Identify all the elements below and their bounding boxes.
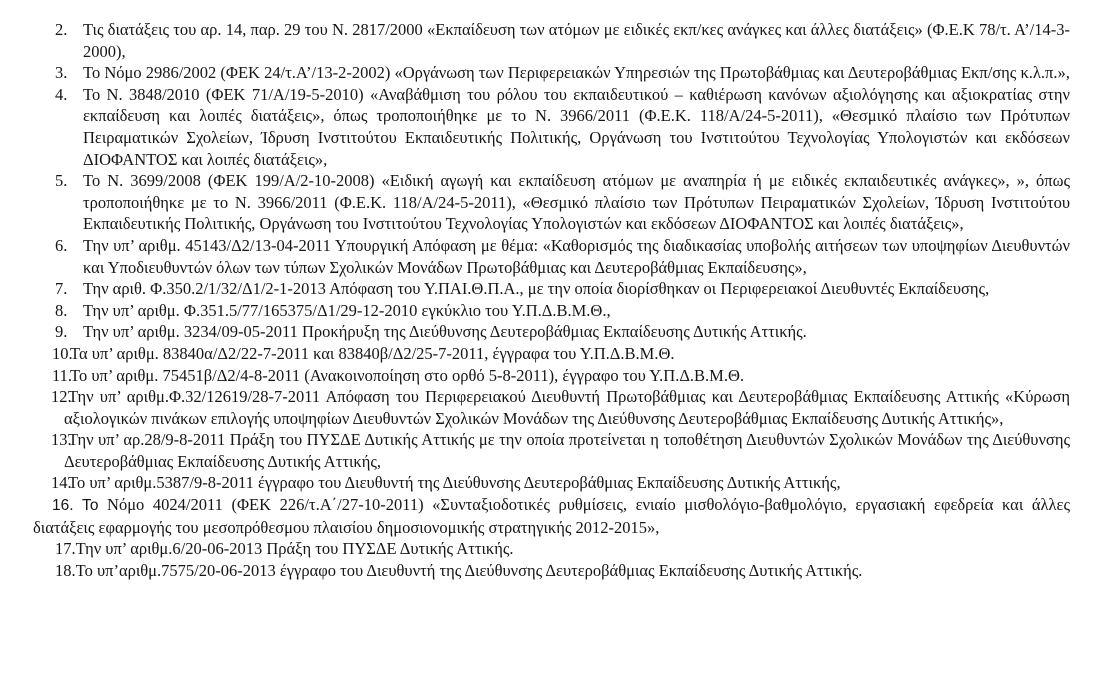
- item-text: Την υπ’ αρ.28/9-8-2011 Πράξη του ΠΥΣΔΕ Δυτικής Αττικής με την οποία προτείνεται η τοποθέτηση Διευθυντών Σχολικών Μονάδων της Διεύθυνσης Δευτεροβάθμιας Εκπαίδευσης Δυτικής Αττικής,: [64, 430, 1070, 471]
- list-item-2: [33, 19, 1070, 62]
- list-item-9: [33, 321, 1070, 343]
- list-item-18: [33, 560, 1070, 582]
- item-number: 17.: [55, 539, 76, 559]
- item-text: Τις διατάξεις του αρ. 14, παρ. 29 του Ν. 2817/2000 «Εκπαίδευση των ατόμων με ειδικές εκπ/κες ανάγκες και άλλες διατάξεις» (Φ.Ε.Κ 78/τ. Α’/14-3-2000),: [83, 20, 1070, 61]
- list-item-12: [33, 386, 1070, 429]
- list-item-13: [33, 429, 1070, 472]
- item-text: Την υπ’ αριθμ.Φ.32/12619/28-7-2011 Απόφαση του Περιφερειακού Διευθυντή Πρωτοβάθμιας και Δευτεροβάθμιας Εκπαίδευσης Αττικής «Κύρωση αξιολογικών πινάκων επιλογής υποψηφίων Διευθυντών Σχολικών Μονάδων της Διεύθυνσης Δευτεροβάθμιας Εκπαίδευσης Δυτικής Αττικής»,: [64, 387, 1070, 428]
- item-number: 10.: [52, 343, 73, 363]
- item-number: 11.: [52, 365, 73, 385]
- item-number: 6.: [55, 235, 68, 255]
- item-text: Νόμο 4024/2011 (ΦΕΚ 226/τ.Α΄/27-10-2011) «Συνταξιοδοτικές ρυθμίσεις, ενιαίο μισθολόγιο-βαθμολόγιο, εργασιακή εφεδρεία και άλλες διατάξεις εφαρμογής του μεσοπρόθεσμου πλαισίου δημοσιονομικής στρατηγικής 2012-2015»,: [33, 495, 1070, 537]
- item-text: Την υπ’ αριθμ.6/20-06-2013 Πράξη του ΠΥΣΔΕ Δυτικής Αττικής.: [75, 539, 514, 559]
- item-number: 12.: [51, 387, 72, 407]
- item-number: 9.: [55, 322, 68, 342]
- list-item-5: [33, 170, 1070, 235]
- item-text: Το Νόμο 2986/2002 (ΦΕΚ 24/τ.Α’/13-2-2002) «Οργάνωση των Περιφερειακών Υπηρεσιών της Πρωτοβάθμιας και Δευτεροβάθμιας Εκπ/σης κ.λ.π.»,: [83, 63, 1070, 83]
- item-text: Την υπ’ αριθμ. Φ.351.5/77/165375/Δ1/29-12-2010 εγκύκλιο του Υ.Π.Δ.Β.Μ.Θ.,: [83, 300, 611, 320]
- list-item-8: [33, 300, 1070, 322]
- item-text: Το υπ’ αριθμ. 75451β/Δ2/4-8-2011 (Ανακοινοποίηση στο ορθό 5-8-2011), έγγραφο του Υ.Π.Δ.Β.Μ.Θ.: [70, 365, 745, 385]
- item-text: Την υπ’ αριθμ. 3234/09-05-2011 Προκήρυξη της Διεύθυνσης Δευτεροβάθμιας Εκπαίδευσης Δυτικής Αττικής.: [83, 322, 807, 342]
- item-text: Το Ν. 3699/2008 (ΦΕΚ 199/Α/2-10-2008) «Ειδική αγωγή και εκπαίδευση ατόμων με αναπηρία ή με ειδικές εκπαιδευτικές ανάγκες», », όπως τροποποιήθηκε με το Ν. 3966/2011 (Φ.Ε.Κ. 118/Α/24-5-2011), «Θεσμικό πλαίσιο των Πρότυπων Πειραματικών Σχολείων, Ίδρυση Ινστιτούτου Εκπαιδευτικής Πολιτικής, Οργάνωση του Ινστιτούτου Τεχνολογίας Υπολογιστών και εκδόσεων ΔΙΟΦΑΝΤΟΣ και λοιπές διατάξεις»,: [83, 171, 1070, 234]
- item-number: 3.: [55, 63, 68, 83]
- reference-list: [33, 19, 1070, 581]
- list-item-17: [33, 538, 1070, 560]
- item-number: 4.: [55, 84, 68, 104]
- item-number: 5.: [55, 171, 68, 191]
- item-text: Τα υπ’ αριθμ. 83840α/Δ2/22-7-2011 και 83840β/Δ2/25-7-2011, έγγραφα του Υ.Π.Δ.Β.Μ.Θ.: [70, 343, 675, 363]
- list-item-16: [33, 494, 1070, 538]
- list-item-3: [33, 62, 1070, 84]
- item-text: Την υπ’ αριθμ. 45143/Δ2/13-04-2011 Υπουργική Απόφαση με θέμα: «Καθορισμός της διαδικασίας υποβολής αιτήσεων των υποψηφίων Διευθυντών και Υποδιευθυντών όλων των τύπων Σχολικών Μονάδων Πρωτοβάθμιας και Δευτεροβάθμιας Εκπαίδευσης»,: [83, 235, 1070, 277]
- list-item-6: [33, 235, 1070, 278]
- item-number: 16. Το: [52, 497, 99, 515]
- list-item-7: [33, 278, 1070, 300]
- item-number: 14.: [51, 473, 72, 493]
- list-item-4: [33, 84, 1070, 170]
- item-text: Το υπ’αριθμ.7575/20-06-2013 έγγραφο του Διευθυντή της Διεύθυνσης Δευτεροβάθμιας Εκπαίδευσης Δυτικής Αττικής.: [75, 560, 863, 580]
- item-number: 13.: [51, 430, 72, 450]
- item-number: 2.: [55, 20, 68, 39]
- item-text: Το υπ’ αριθμ.5387/9-8-2011 έγγραφο του Διευθυντή της Διεύθυνσης Δευτεροβάθμιας Εκπαίδευσης Δυτικής Αττικής,: [68, 473, 841, 493]
- item-text: Την αριθ. Φ.350.2/1/32/Δ1/2-1-2013 Απόφαση του Υ.ΠΑΙ.Θ.Π.Α., με την οποία διορίσθηκαν οι Περιφερειακοί Διευθυντές Εκπαίδευσης,: [83, 279, 990, 299]
- item-number: 7.: [55, 279, 68, 299]
- item-number: 8.: [55, 300, 68, 320]
- item-text: Το Ν. 3848/2010 (ΦΕΚ 71/Α/19-5-2010) «Αναβάθμιση του ρόλου του εκπαιδευτικού – καθιέρωση κανόνων αξιολόγησης και αξιοκρατίας στην εκπαίδευση και λοιπές διατάξεις», όπως τροποποιήθηκε με το Ν. 3966/2011 (Φ.Ε.Κ. 118/Α/24-5-2011), «Θεσμικό πλαίσιο των Πρότυπων Πειραματικών Σχολείων, Ίδρυση Ινστιτούτου Εκπαιδευτικής Πολιτικής, Οργάνωση του Ινστιτούτου Τεχνολογίας Υπολογιστών και εκδόσεων ΔΙΟΦΑΝΤΟΣ και λοιπές διατάξεις»,: [83, 84, 1070, 169]
- list-item-14: [33, 472, 1070, 494]
- list-item-11: [33, 365, 1070, 387]
- list-item-10: [33, 343, 1070, 365]
- item-number: 18.: [55, 560, 76, 580]
